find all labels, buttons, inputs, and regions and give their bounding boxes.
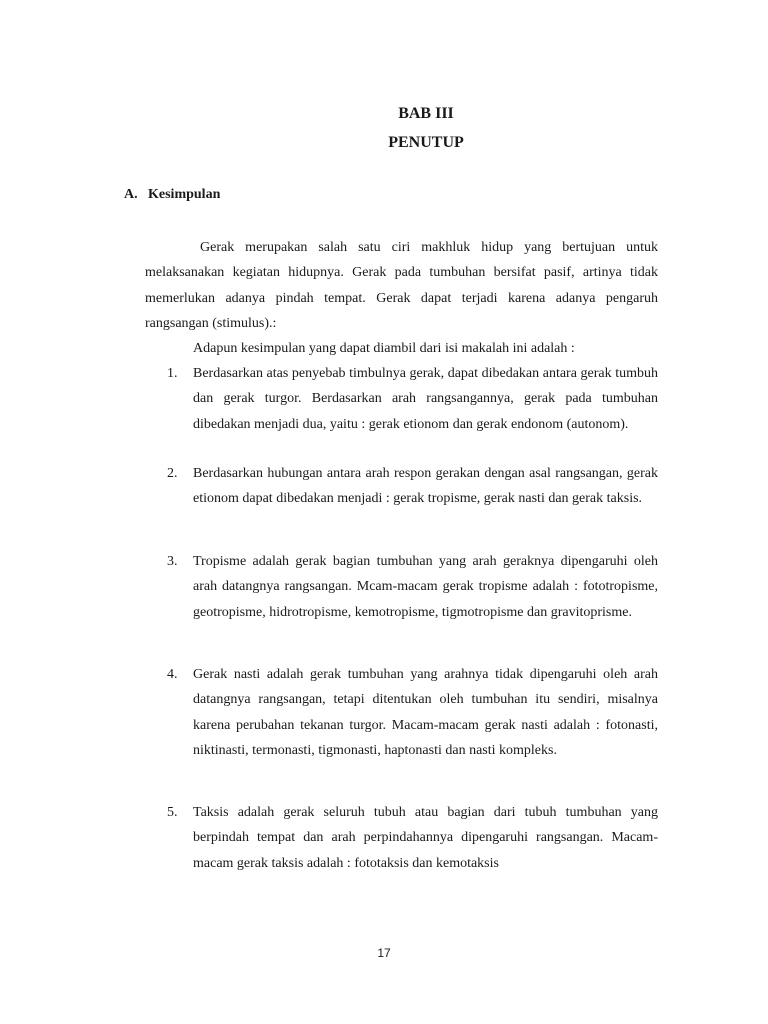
list-item-number: 4. bbox=[167, 667, 178, 682]
list-item bbox=[167, 800, 658, 876]
list-item-number: 1. bbox=[167, 366, 178, 381]
section-title: Kesimpulan bbox=[148, 187, 221, 202]
list-item-number: 3. bbox=[167, 554, 178, 569]
list-item-text: Tropisme adalah gerak bagian tumbuhan yang arah geraknya dipengaruhi oleh arah datangnya rangsangan. Mcam-macam gerak tropisme adalah : fototropisme, geotropisme, hidrotropisme, kemotropisme, tigmotropisme dan gravitoprisme. bbox=[193, 554, 658, 620]
chapter-number: BAB III bbox=[398, 105, 454, 122]
list-item-text: Berdasarkan atas penyebab timbulnya gerak, dapat dibedakan antara gerak tumbuh dan gerak turgor. Berdasarkan arah rangsangannya, gerak pada tumbuhan dibedakan menjadi dua, yaitu : gerak etionom dan gerak endonom (autonom). bbox=[193, 366, 658, 432]
list-item-number: 2. bbox=[167, 466, 178, 481]
list-item-text: Gerak nasti adalah gerak tumbuhan yang arahnya tidak dipengaruhi oleh arah datangnya rangsangan, tetapi ditentukan oleh tumbuhan itu sendiri, misalnya karena perubahan tekanan turgor. Macam-macam gerak nasti adalah : fotonasti, niktinasti, termonasti, tigmonasti, haptonasti dan nasti kompleks. bbox=[193, 667, 658, 758]
intro-paragraph: Gerak merupakan salah satu ciri makhluk hidup yang bertujuan untuk melaksanakan kegiatan hidupnya. Gerak pada tumbuhan bersifat pasif, artinya tidak memerlukan adanya pindah tempat. Gerak dapat terjadi karena adanya pengaruh rangsangan (stimulus).: bbox=[145, 240, 658, 331]
list-item-number: 5. bbox=[167, 805, 178, 820]
list-item-text: Taksis adalah gerak seluruh tubuh atau bagian dari tubuh tumbuhan yang berpindah tempat dan arah perpindahannya dipengaruhi rangsangan. Macam-macam gerak taksis adalah : fototaksis dan kemotaksis bbox=[193, 805, 658, 871]
list-item bbox=[167, 461, 658, 512]
section-heading bbox=[124, 187, 220, 203]
chapter-title: PENUTUP bbox=[388, 134, 464, 151]
list-item bbox=[167, 662, 658, 763]
list-item bbox=[167, 549, 658, 625]
page-number: 17 bbox=[377, 946, 391, 960]
list-item-text: Berdasarkan hubungan antara arah respon gerakan dengan asal rangsangan, gerak etionom dapat dibedakan menjadi : gerak tropisme, gerak nasti dan gerak taksis. bbox=[193, 466, 658, 507]
list-item bbox=[167, 361, 658, 437]
section-letter: A. bbox=[124, 187, 138, 202]
conclusion-intro: Adapun kesimpulan yang dapat diambil dari isi makalah ini adalah : bbox=[193, 341, 575, 356]
